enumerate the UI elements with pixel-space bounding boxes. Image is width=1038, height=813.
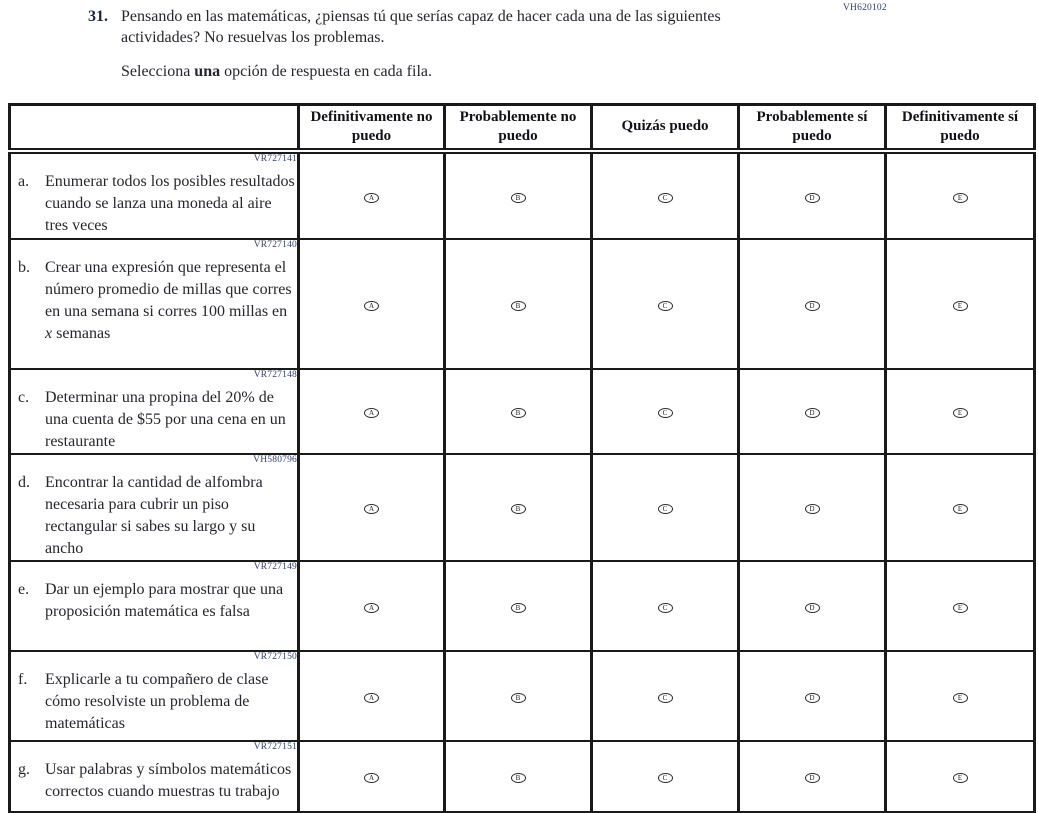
item-letter: f. xyxy=(18,670,28,688)
answer-bubble-e[interactable]: E xyxy=(953,301,968,311)
answer-cell xyxy=(739,454,886,561)
item-text: Enumerar todos los posibles resultados cuando se lanza una moneda al aire tres veces xyxy=(45,172,295,234)
item-letter: d. xyxy=(18,473,30,491)
table-row xyxy=(10,369,1035,454)
answer-bubble-b[interactable]: B xyxy=(511,301,526,311)
answer-bubble-a[interactable]: A xyxy=(364,773,379,783)
answer-cell xyxy=(739,239,886,369)
question-instruction xyxy=(121,61,798,82)
question-number: 31. xyxy=(88,8,108,25)
table-row xyxy=(10,454,1035,561)
answer-cell xyxy=(592,369,739,454)
column-header-probablemente-si-puedo: Probablemente sí puedo xyxy=(739,105,886,151)
table-row xyxy=(10,741,1035,813)
answer-cell xyxy=(445,651,592,741)
answer-cell xyxy=(445,151,592,239)
answer-bubble-b[interactable]: B xyxy=(511,504,526,514)
item-cell xyxy=(10,369,299,454)
item-code: VR727151 xyxy=(253,741,297,752)
answer-bubble-b[interactable]: B xyxy=(511,408,526,418)
item-letter: b. xyxy=(18,258,30,276)
answer-bubble-e[interactable]: E xyxy=(953,193,968,203)
table-row xyxy=(10,239,1035,369)
answer-bubble-a[interactable]: A xyxy=(364,504,379,514)
column-header-quizas-puedo: Quizás puedo xyxy=(592,105,739,151)
item-cell xyxy=(10,741,299,813)
item-code: VR727149 xyxy=(253,561,297,572)
item-cell xyxy=(10,561,299,651)
answer-bubble-a[interactable]: A xyxy=(364,193,379,203)
answer-cell xyxy=(886,651,1035,741)
answer-bubble-b[interactable]: B xyxy=(511,193,526,203)
answer-cell xyxy=(739,151,886,239)
form-code: VH620102 xyxy=(843,3,887,13)
answer-cell xyxy=(445,454,592,561)
answer-cell xyxy=(299,239,445,369)
answer-cell xyxy=(299,151,445,239)
item-text: Explicarle a tu compañero de clase cómo resolviste un problema de matemáticas xyxy=(45,670,269,732)
answer-bubble-d[interactable]: D xyxy=(805,193,820,203)
answer-bubble-e[interactable]: E xyxy=(953,773,968,783)
answer-bubble-e[interactable]: E xyxy=(953,603,968,613)
item-cell xyxy=(10,651,299,741)
answer-cell xyxy=(299,454,445,561)
header-empty-cell xyxy=(10,105,299,151)
answer-cell xyxy=(299,369,445,454)
question-block xyxy=(88,6,798,82)
header-row xyxy=(10,105,1035,151)
answer-bubble-b[interactable]: B xyxy=(511,773,526,783)
column-header-definitivamente-si-puedo: Definitivamente sí puedo xyxy=(886,105,1035,151)
answer-cell xyxy=(445,561,592,651)
answer-bubble-c[interactable]: C xyxy=(658,773,673,783)
item-code: VR727140 xyxy=(253,239,297,250)
answer-bubble-c[interactable]: C xyxy=(658,193,673,203)
answer-cell xyxy=(886,741,1035,813)
table-row xyxy=(10,651,1035,741)
item-letter: e. xyxy=(18,580,30,598)
item-letter: c. xyxy=(18,388,30,406)
answer-bubble-c[interactable]: C xyxy=(658,504,673,514)
item-letter: g. xyxy=(18,760,30,778)
answer-cell xyxy=(739,741,886,813)
answer-bubble-a[interactable]: A xyxy=(364,408,379,418)
answer-bubble-c[interactable]: C xyxy=(658,408,673,418)
item-text: Determinar una propina del 20% de una cuenta de $55 por una cena en un restaurante xyxy=(45,388,286,450)
item-code: VR727150 xyxy=(253,651,297,662)
answer-bubble-b[interactable]: B xyxy=(511,693,526,703)
instruction-bold: una xyxy=(194,63,221,80)
answer-bubble-a[interactable]: A xyxy=(364,301,379,311)
answer-cell xyxy=(739,369,886,454)
answer-cell xyxy=(886,151,1035,239)
answer-cell xyxy=(445,239,592,369)
answer-cell xyxy=(592,651,739,741)
column-header-definitivamente-no-puedo: Definitivamente no puedo xyxy=(299,105,445,151)
item-text: Dar un ejemplo para mostrar que una proposición matemática es falsa xyxy=(45,580,284,620)
answer-cell xyxy=(739,561,886,651)
answer-cell xyxy=(592,561,739,651)
answer-bubble-e[interactable]: E xyxy=(953,504,968,514)
answer-bubble-e[interactable]: E xyxy=(953,693,968,703)
answer-bubble-e[interactable]: E xyxy=(953,408,968,418)
column-header-probablemente-no-puedo: Probablemente no puedo xyxy=(445,105,592,151)
answer-bubble-b[interactable]: B xyxy=(511,603,526,613)
question-text: Pensando en las matemáticas, ¿piensas tú que serías capaz de hacer cada una de las siguientes actividades? No resuelvas los problemas. xyxy=(121,8,721,46)
answer-bubble-d[interactable]: D xyxy=(805,773,820,783)
item-letter: a. xyxy=(18,172,30,190)
instruction-post: opción de respuesta en cada fila. xyxy=(220,63,432,80)
answer-cell xyxy=(592,741,739,813)
answer-bubble-a[interactable]: A xyxy=(364,693,379,703)
answer-cell xyxy=(592,151,739,239)
question-body xyxy=(121,6,798,82)
answer-bubble-d[interactable]: D xyxy=(805,693,820,703)
answer-bubble-c[interactable]: C xyxy=(658,693,673,703)
item-code: VR727141 xyxy=(253,153,297,164)
item-cell xyxy=(10,239,299,369)
table-row xyxy=(10,151,1035,239)
answer-cell xyxy=(886,239,1035,369)
item-text: Crear una expresión que representa el número promedio de millas que corres en una semana si corres 100 millas en x semanas xyxy=(45,258,292,342)
item-cell xyxy=(10,454,299,561)
answer-bubble-d[interactable]: D xyxy=(805,504,820,514)
item-code: VH580796 xyxy=(253,454,297,465)
answer-cell xyxy=(299,741,445,813)
answer-cell xyxy=(886,369,1035,454)
answer-bubble-d[interactable]: D xyxy=(805,301,820,311)
answer-cell xyxy=(592,239,739,369)
answer-bubble-d[interactable]: D xyxy=(805,408,820,418)
answer-cell xyxy=(445,369,592,454)
answer-cell xyxy=(445,741,592,813)
survey-table xyxy=(8,103,1036,813)
answer-cell xyxy=(299,651,445,741)
answer-cell xyxy=(739,651,886,741)
item-code: VR727148 xyxy=(253,369,297,380)
answer-cell xyxy=(886,561,1035,651)
answer-bubble-c[interactable]: C xyxy=(658,301,673,311)
answer-bubble-a[interactable]: A xyxy=(364,603,379,613)
answer-cell xyxy=(592,454,739,561)
answer-bubble-c[interactable]: C xyxy=(658,603,673,613)
item-cell xyxy=(10,151,299,239)
answer-cell xyxy=(299,561,445,651)
table-row xyxy=(10,561,1035,651)
math-variable: x xyxy=(45,324,53,342)
answer-bubble-d[interactable]: D xyxy=(805,603,820,613)
item-text: Usar palabras y símbolos matemáticos correctos cuando muestras tu trabajo xyxy=(45,760,292,800)
item-text: Encontrar la cantidad de alfombra necesaria para cubrir un piso rectangular si sabes su largo y su ancho xyxy=(45,473,263,557)
instruction-pre: Selecciona xyxy=(121,63,195,80)
answer-cell xyxy=(886,454,1035,561)
